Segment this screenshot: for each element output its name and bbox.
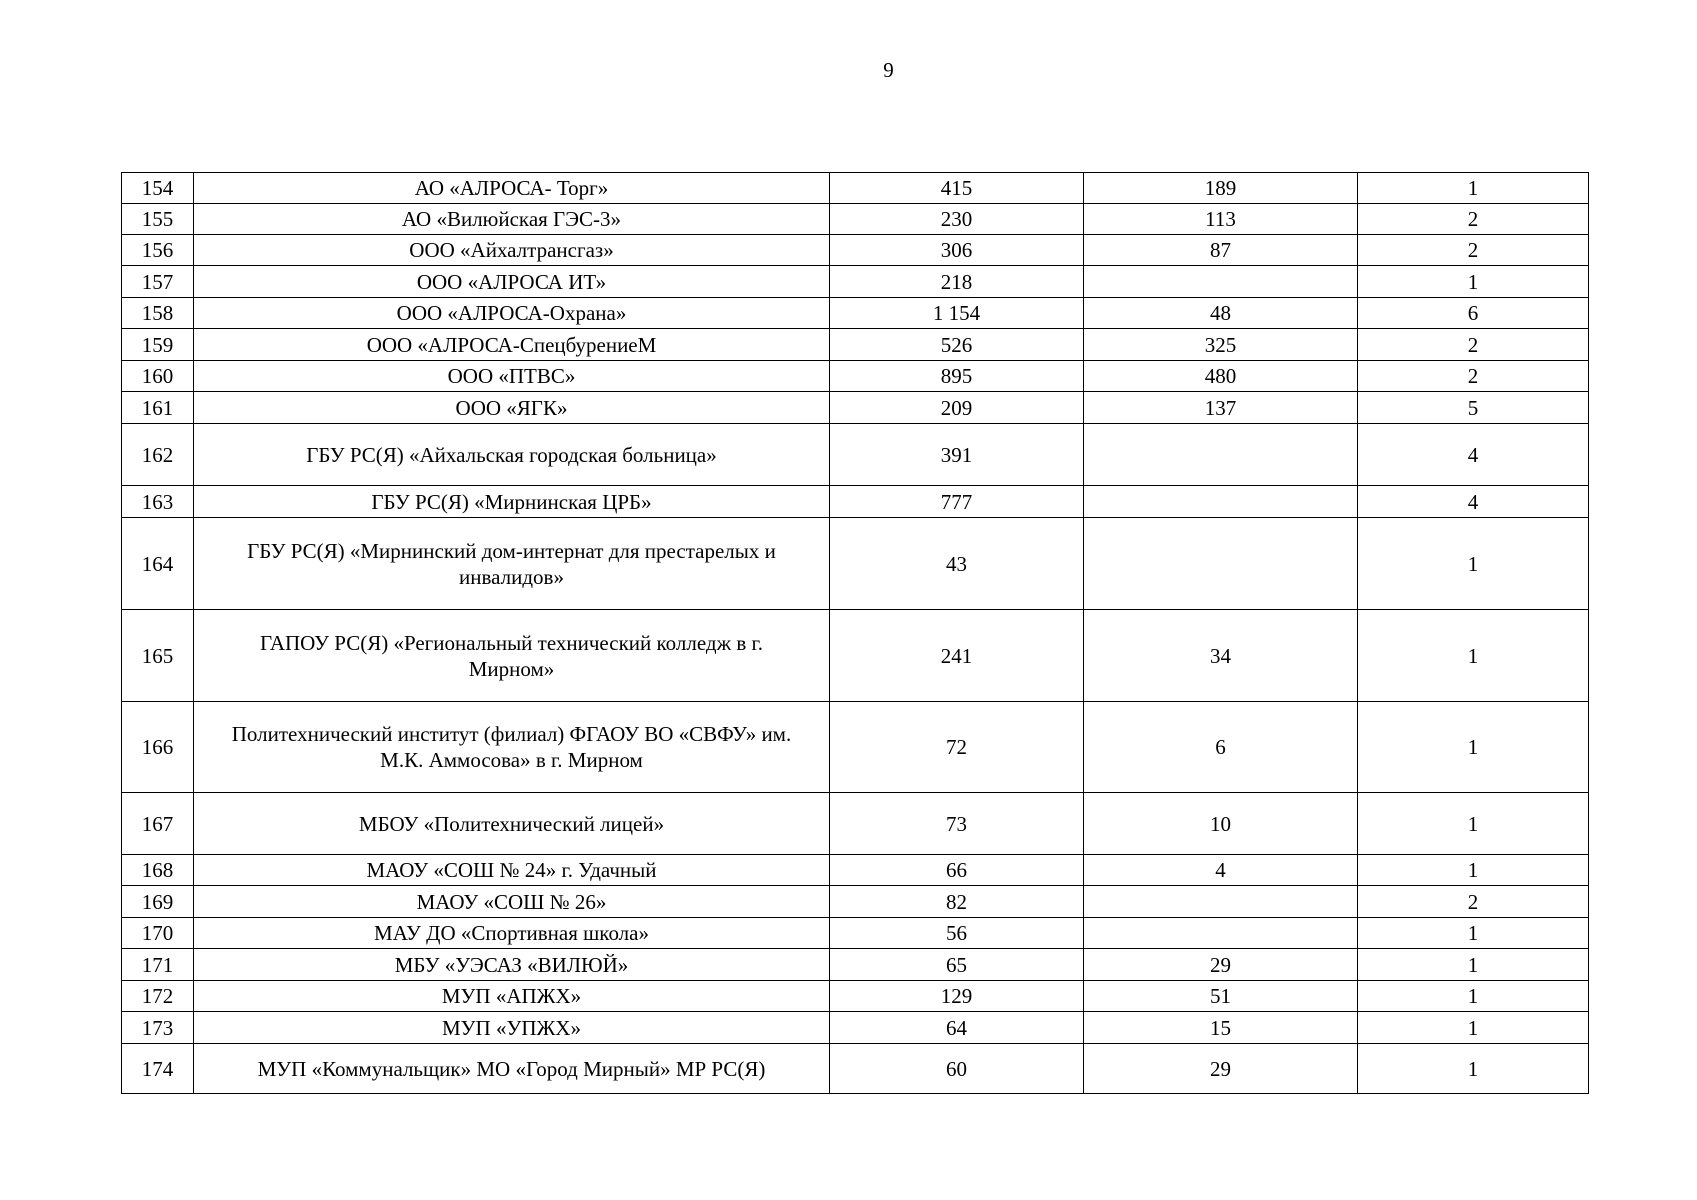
- value-c-cell: 1: [1358, 793, 1589, 855]
- value-b-cell: [1084, 518, 1358, 610]
- table-row: [122, 361, 1589, 392]
- row-number-cell: 164: [122, 518, 194, 610]
- value-c-cell: 1: [1358, 518, 1589, 610]
- row-number-cell: 156: [122, 235, 194, 266]
- value-a-cell: 209: [830, 392, 1084, 424]
- value-c-cell: 2: [1358, 204, 1589, 235]
- table-row: [122, 392, 1589, 424]
- table-row: [122, 981, 1589, 1012]
- value-a-cell: 43: [830, 518, 1084, 610]
- row-number-cell: 157: [122, 266, 194, 298]
- value-a-cell: 64: [830, 1012, 1084, 1044]
- table-row: [122, 424, 1589, 486]
- value-a-cell: 73: [830, 793, 1084, 855]
- row-number-cell: 163: [122, 486, 194, 518]
- row-number-cell: 160: [122, 361, 194, 392]
- value-b-cell: 189: [1084, 173, 1358, 204]
- value-c-cell: 2: [1358, 361, 1589, 392]
- value-b-cell: 48: [1084, 298, 1358, 329]
- table-row: [122, 886, 1589, 918]
- value-b-cell: 10: [1084, 793, 1358, 855]
- organization-name-cell: МУП «АПЖХ»: [194, 981, 830, 1012]
- value-a-cell: 65: [830, 949, 1084, 981]
- organization-name-cell: ООО «Айхалтрансгаз»: [194, 235, 830, 266]
- value-c-cell: 2: [1358, 235, 1589, 266]
- row-number-cell: 174: [122, 1044, 194, 1094]
- table-row: [122, 918, 1589, 949]
- table-row: [122, 204, 1589, 235]
- row-number-cell: 155: [122, 204, 194, 235]
- value-c-cell: 4: [1358, 486, 1589, 518]
- value-b-cell: [1084, 486, 1358, 518]
- value-b-cell: 4: [1084, 855, 1358, 886]
- value-b-cell: 51: [1084, 981, 1358, 1012]
- value-a-cell: 129: [830, 981, 1084, 1012]
- organization-name-cell: ООО «ЯГК»: [194, 392, 830, 424]
- organization-name-cell: МБУ «УЭСАЗ «ВИЛЮЙ»: [194, 949, 830, 981]
- value-a-cell: 241: [830, 610, 1084, 702]
- row-number-cell: 173: [122, 1012, 194, 1044]
- row-number-cell: 167: [122, 793, 194, 855]
- value-c-cell: 1: [1358, 1044, 1589, 1094]
- value-b-cell: 15: [1084, 1012, 1358, 1044]
- organization-name-cell: МАУ ДО «Спортивная школа»: [194, 918, 830, 949]
- table-row: [122, 329, 1589, 361]
- value-c-cell: 1: [1358, 266, 1589, 298]
- value-b-cell: 29: [1084, 1044, 1358, 1094]
- value-b-cell: [1084, 886, 1358, 918]
- value-a-cell: 391: [830, 424, 1084, 486]
- value-c-cell: 1: [1358, 702, 1589, 793]
- value-a-cell: 82: [830, 886, 1084, 918]
- table-row: [122, 1012, 1589, 1044]
- value-c-cell: 2: [1358, 329, 1589, 361]
- organization-name-cell: ГБУ РС(Я) «Мирнинская ЦРБ»: [194, 486, 830, 518]
- table-row: [122, 298, 1589, 329]
- value-c-cell: 1: [1358, 610, 1589, 702]
- value-a-cell: 218: [830, 266, 1084, 298]
- value-a-cell: 415: [830, 173, 1084, 204]
- value-a-cell: 1 154: [830, 298, 1084, 329]
- value-a-cell: 895: [830, 361, 1084, 392]
- value-b-cell: 480: [1084, 361, 1358, 392]
- value-b-cell: [1084, 424, 1358, 486]
- row-number-cell: 165: [122, 610, 194, 702]
- value-c-cell: 1: [1358, 855, 1589, 886]
- value-c-cell: 1: [1358, 173, 1589, 204]
- row-number-cell: 171: [122, 949, 194, 981]
- table-row: [122, 518, 1589, 610]
- value-c-cell: 5: [1358, 392, 1589, 424]
- value-c-cell: 1: [1358, 1012, 1589, 1044]
- table-row: [122, 235, 1589, 266]
- value-a-cell: 526: [830, 329, 1084, 361]
- row-number-cell: 170: [122, 918, 194, 949]
- row-number-cell: 166: [122, 702, 194, 793]
- table-row: [122, 1044, 1589, 1094]
- organization-name-cell: ООО «АЛРОСА ИТ»: [194, 266, 830, 298]
- value-b-cell: 34: [1084, 610, 1358, 702]
- table-row: [122, 610, 1589, 702]
- value-b-cell: 6: [1084, 702, 1358, 793]
- page-number: 9: [883, 58, 894, 82]
- value-c-cell: 1: [1358, 949, 1589, 981]
- organization-name-cell: АО «Вилюйская ГЭС-3»: [194, 204, 830, 235]
- value-a-cell: 60: [830, 1044, 1084, 1094]
- value-c-cell: 2: [1358, 886, 1589, 918]
- row-number-cell: 168: [122, 855, 194, 886]
- value-b-cell: 325: [1084, 329, 1358, 361]
- organization-name-cell: ГБУ РС(Я) «Мирнинский дом-интернат для престарелых и инвалидов»: [194, 518, 830, 610]
- value-a-cell: 72: [830, 702, 1084, 793]
- table-row: [122, 793, 1589, 855]
- organization-name-cell: Политехнический институт (филиал) ФГАОУ ВО «СВФУ» им. М.К. Аммосова» в г. Мирном: [194, 702, 830, 793]
- organization-name-cell: АО «АЛРОСА- Торг»: [194, 173, 830, 204]
- value-a-cell: 230: [830, 204, 1084, 235]
- row-number-cell: 169: [122, 886, 194, 918]
- row-number-cell: 162: [122, 424, 194, 486]
- value-a-cell: 66: [830, 855, 1084, 886]
- row-number-cell: 172: [122, 981, 194, 1012]
- table-body: [122, 173, 1589, 1094]
- organization-name-cell: ООО «АЛРОСА-СпецбурениеМ: [194, 329, 830, 361]
- value-a-cell: 56: [830, 918, 1084, 949]
- table-row: [122, 266, 1589, 298]
- organization-name-cell: МУП «УПЖХ»: [194, 1012, 830, 1044]
- value-b-cell: 29: [1084, 949, 1358, 981]
- organization-name-cell: ООО «АЛРОСА-Охрана»: [194, 298, 830, 329]
- value-b-cell: [1084, 918, 1358, 949]
- data-table: [121, 172, 1589, 1094]
- organization-name-cell: МАОУ «СОШ № 26»: [194, 886, 830, 918]
- value-c-cell: 6: [1358, 298, 1589, 329]
- value-a-cell: 777: [830, 486, 1084, 518]
- value-c-cell: 4: [1358, 424, 1589, 486]
- table-row: [122, 486, 1589, 518]
- row-number-cell: 154: [122, 173, 194, 204]
- value-b-cell: 113: [1084, 204, 1358, 235]
- value-c-cell: 1: [1358, 918, 1589, 949]
- value-a-cell: 306: [830, 235, 1084, 266]
- organization-name-cell: МБОУ «Политехнический лицей»: [194, 793, 830, 855]
- organization-name-cell: МАОУ «СОШ № 24» г. Удачный: [194, 855, 830, 886]
- value-b-cell: 137: [1084, 392, 1358, 424]
- organization-name-cell: ООО «ПТВС»: [194, 361, 830, 392]
- table-row: [122, 173, 1589, 204]
- organization-name-cell: ГАПОУ РС(Я) «Региональный технический колледж в г. Мирном»: [194, 610, 830, 702]
- organization-name-cell: МУП «Коммунальщик» МО «Город Мирный» МР РС(Я): [194, 1044, 830, 1094]
- row-number-cell: 161: [122, 392, 194, 424]
- value-c-cell: 1: [1358, 981, 1589, 1012]
- table-row: [122, 702, 1589, 793]
- value-b-cell: 87: [1084, 235, 1358, 266]
- row-number-cell: 158: [122, 298, 194, 329]
- table-row: [122, 855, 1589, 886]
- value-b-cell: [1084, 266, 1358, 298]
- row-number-cell: 159: [122, 329, 194, 361]
- table-row: [122, 949, 1589, 981]
- organization-name-cell: ГБУ РС(Я) «Айхальская городская больница»: [194, 424, 830, 486]
